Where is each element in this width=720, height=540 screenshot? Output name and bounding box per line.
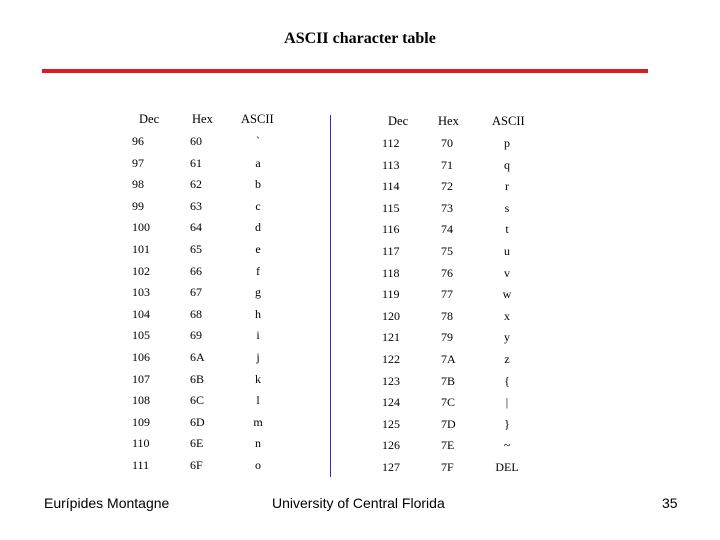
right-hex-cell: 75 — [441, 244, 453, 258]
left-dec-cell: 96 — [132, 134, 144, 148]
header-hex-left: Hex — [192, 112, 213, 126]
left-dec-cell: 97 — [132, 155, 144, 170]
right-ascii-cell: } — [504, 416, 510, 431]
left-hex-cell: 66 — [190, 263, 202, 278]
right-dec-cell: 125 — [382, 416, 400, 431]
left-dec-cell: 109 — [132, 414, 150, 429]
left-hex-cell: 6D — [190, 414, 205, 429]
left-hex-cell: 62 — [190, 177, 202, 192]
right-hex-cell: 7B — [441, 373, 456, 388]
right-dec-cell: 112 — [382, 136, 400, 150]
right-ascii-cell: { — [504, 373, 510, 388]
left-hex-cell: 68 — [190, 306, 202, 321]
left-ascii-cell: b — [255, 177, 261, 192]
right-hex-cell: 7F — [441, 460, 454, 474]
left-hex-cell: 67 — [190, 285, 202, 300]
left-dec-cell: 101 — [132, 242, 150, 256]
left-ascii-cell: e — [255, 242, 261, 256]
right-dec-cell: 127 — [382, 460, 400, 474]
right-ascii-cell: x — [504, 308, 510, 323]
header-ascii-right: ASCII — [492, 114, 525, 128]
right-ascii-cell: w — [502, 287, 512, 302]
right-dec-cell: 115 — [382, 200, 400, 215]
header-dec-right: Dec — [388, 114, 409, 128]
right-hex-cell: 7D — [441, 416, 456, 431]
header-dec-left: Dec — [139, 112, 160, 126]
right-dec-cell: 114 — [382, 179, 400, 194]
right-ascii-cell: t — [505, 222, 509, 237]
left-dec-cell: 104 — [132, 306, 150, 321]
right-ascii-cell: q — [504, 157, 510, 172]
left-dec-cell: 111 — [132, 458, 150, 472]
left-ascii-cell: h — [255, 306, 261, 321]
left-hex-cell: 61 — [190, 155, 202, 170]
left-hex-cell: 6F — [190, 458, 203, 472]
left-hex-cell: 6C — [190, 393, 205, 408]
right-ascii-cell: ~ — [503, 438, 511, 453]
right-hex-cell: 73 — [441, 200, 453, 215]
left-ascii-cell: o — [255, 458, 261, 472]
right-hex-cell: 7A — [441, 352, 456, 366]
right-dec-cell: 119 — [382, 287, 400, 302]
right-dec-cell: 121 — [382, 330, 400, 345]
right-dec-cell: 126 — [382, 438, 400, 453]
left-dec-cell: 107 — [132, 371, 150, 386]
left-dec-cell: 110 — [132, 436, 150, 451]
right-ascii-cell: DEL — [495, 460, 519, 474]
left-ascii-cell: n — [255, 436, 261, 451]
page-title: ASCII character table — [284, 30, 436, 47]
header-hex-right: Hex — [438, 114, 459, 128]
left-dec-cell: 105 — [132, 328, 150, 343]
right-hex-cell: 77 — [441, 287, 453, 302]
right-dec-cell: 113 — [382, 157, 400, 172]
left-dec-cell: 99 — [132, 198, 144, 213]
left-ascii-cell: ` — [256, 134, 260, 148]
right-dec-cell: 123 — [382, 373, 400, 388]
right-hex-cell: 71 — [441, 157, 453, 172]
right-hex-cell: 70 — [441, 136, 453, 150]
left-ascii-cell: l — [256, 393, 260, 408]
right-hex-cell: 78 — [441, 308, 453, 323]
right-hex-cell: 72 — [441, 179, 453, 194]
left-hex-cell: 64 — [190, 220, 202, 235]
left-ascii-cell: f — [256, 263, 260, 278]
title-underline — [42, 69, 648, 73]
right-dec-cell: 120 — [382, 308, 400, 323]
left-dec-cell: 106 — [132, 350, 150, 364]
right-hex-cell: 7E — [441, 438, 455, 453]
right-hex-cell: 76 — [441, 265, 453, 280]
left-hex-cell: 65 — [190, 242, 202, 256]
left-dec-cell: 103 — [132, 285, 150, 300]
left-dec-cell: 100 — [132, 220, 150, 235]
left-ascii-cell: m — [253, 414, 263, 429]
right-ascii-cell: s — [504, 200, 510, 215]
left-ascii-cell: j — [256, 350, 260, 364]
right-dec-cell: 116 — [382, 222, 400, 237]
right-ascii-cell: r — [505, 179, 509, 194]
footer-institution: University of Central Florida — [272, 495, 445, 511]
left-ascii-cell: d — [255, 220, 261, 235]
left-ascii-cell: c — [255, 198, 261, 213]
left-ascii-cell: a — [255, 155, 261, 170]
left-hex-cell: 6E — [190, 436, 204, 451]
footer-page-number: 35 — [662, 495, 678, 511]
right-ascii-cell: u — [504, 244, 510, 258]
left-hex-cell: 69 — [190, 328, 202, 343]
right-dec-cell: 122 — [382, 352, 400, 366]
column-divider — [330, 115, 331, 477]
header-ascii-left: ASCII — [241, 112, 274, 126]
right-ascii-cell: z — [504, 352, 510, 366]
left-hex-cell: 60 — [190, 134, 202, 148]
right-hex-cell: 79 — [441, 330, 453, 345]
right-ascii-cell: y — [504, 330, 510, 345]
footer-author: Eurípides Montagne — [44, 495, 170, 511]
left-dec-cell: 98 — [132, 177, 144, 192]
right-ascii-cell: | — [505, 395, 509, 410]
left-ascii-cell: k — [255, 371, 261, 386]
left-hex-cell: 6A — [190, 350, 205, 364]
right-hex-cell: 7C — [441, 395, 456, 410]
right-hex-cell: 74 — [441, 222, 453, 237]
right-ascii-cell: p — [504, 136, 510, 150]
right-dec-cell: 118 — [382, 265, 400, 280]
left-ascii-cell: i — [256, 328, 260, 343]
left-dec-cell: 102 — [132, 263, 150, 278]
right-dec-cell: 117 — [382, 244, 400, 258]
left-dec-cell: 108 — [132, 393, 150, 408]
right-ascii-cell: v — [504, 265, 510, 280]
left-hex-cell: 63 — [190, 198, 202, 213]
left-hex-cell: 6B — [190, 371, 205, 386]
left-ascii-cell: g — [255, 285, 261, 300]
right-dec-cell: 124 — [382, 395, 400, 410]
